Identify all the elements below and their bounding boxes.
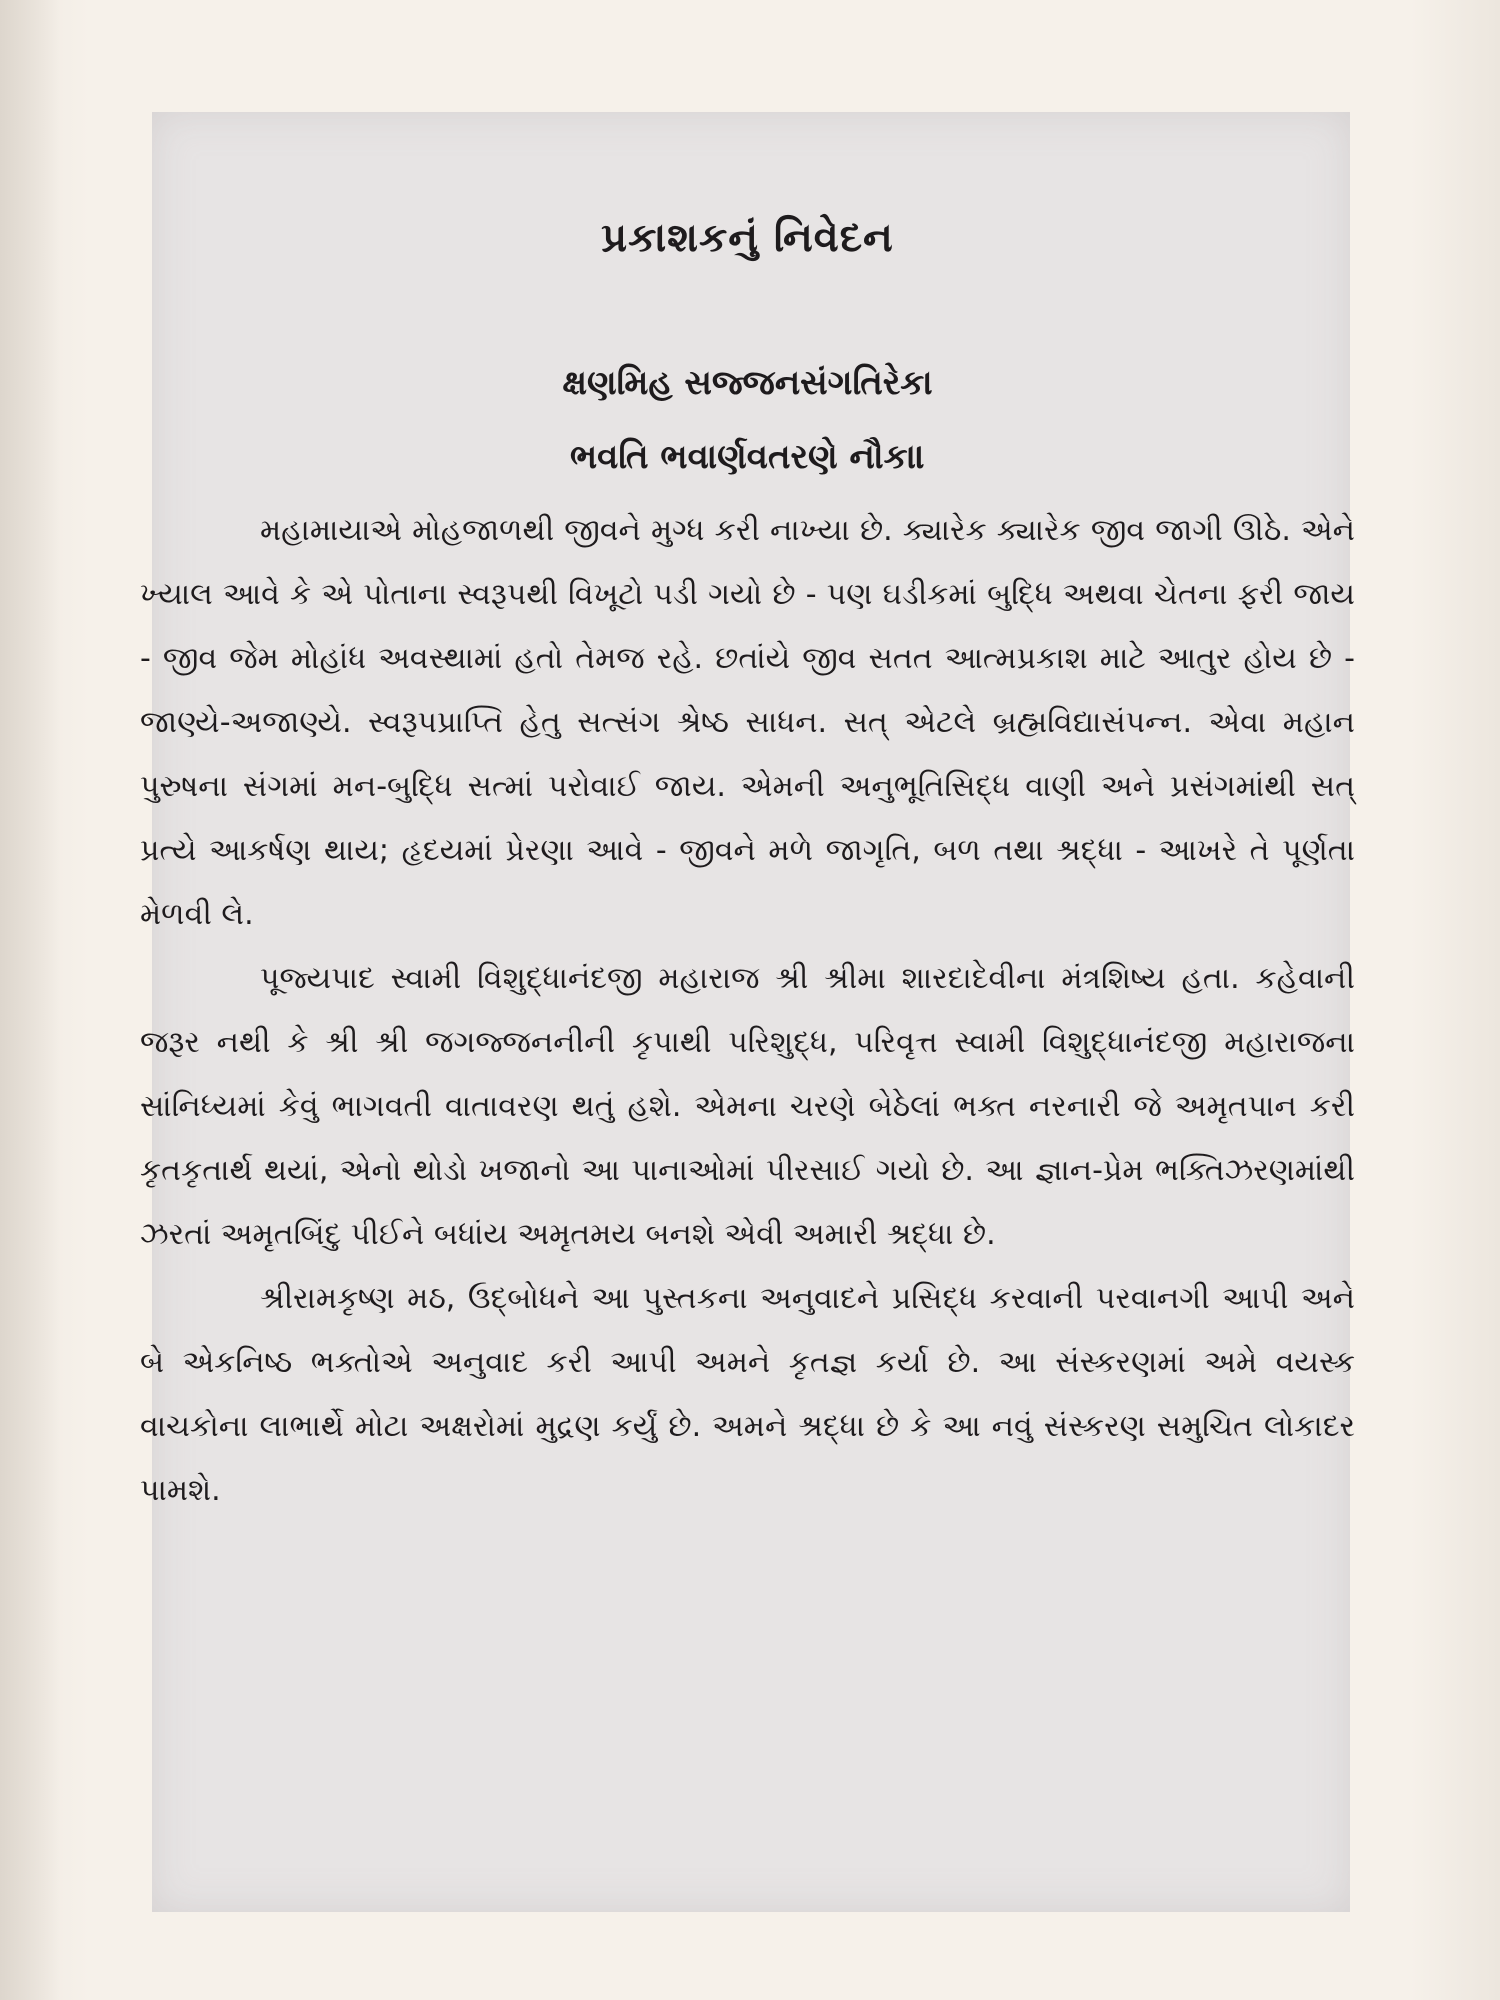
page-title: પ્રકાશકનું નિવેદન [601, 215, 894, 261]
body-text [140, 499, 1355, 1523]
paragraph-2: પૂજ્યપાદ સ્વામી વિશુદ્ધાનંદજી મહારાજ શ્રી શ્રીમા શારદાદેવીના મંત્રશિષ્ય હતા. કહેવાની જરૂર નથી કે શ્રી શ્રી જગજ્જનનીની કૃપાથી પરિશુદ્ધ, પરિવૃત્ત સ્વામી વિશુદ્ધાનંદજી મહારાજના સાંનિધ્યમાં કેવું ભાગવતી વાતાવરણ થતું હશે. એમના ચરણે બેઠેલાં ભક્ત નરનારી જે અમૃતપાન કરી કૃતકૃતાર્થ થયાં, એનો થોડો ખજાનો આ પાનાઓમાં પીરસાઈ ગયો છે. આ જ્ઞાન-પ્રેમ ભક્તિઝરણમાંથી ઝરતાં અમૃતબિંદુ પીઈને બધાંય અમૃતમય બનશે એવી અમારી શ્રદ્ધા છે. [140, 961, 1355, 1252]
paragraph-1: મહામાયાએ મોહજાળથી જીવને મુગ્ધ કરી નાખ્યા છે. ક્યારેક ક્યારેક જીવ જાગી ઊઠે. એને ખ્યાલ આવે કે એ પોતાના સ્વરૂપથી વિખૂટો પડી ગયો છે - પણ ઘડીકમાં બુદ્ધિ અથવા ચેતના ફરી જાય - જીવ જેમ મોહાંધ અવસ્થામાં હતો તેમજ રહે. છતાંયે જીવ સતત આત્મપ્રકાશ માટે આતુર હોય છે - જાણ્યે-અજાણ્યે. સ્વરૂપપ્રાપ્તિ હેતુ સત્સંગ શ્રેષ્ઠ સાધન. સત્ એટલે બ્રહ્મવિદ્યાસંપન્ન. એવા મહાન પુરુષના સંગમાં મન-બુદ્ધિ સત્માં પરોવાઈ જાય. એમની અનુભૂતિસિદ્ધ વાણી અને પ્રસંગમાંથી સત્ પ્રત્યે આકર્ષણ થાય; હૃદયમાં પ્રેરણા આવે - જીવને મળે જાગૃતિ, બળ તથા શ્રદ્ધા - આખરે તે પૂર્ણતા મેળવી લે. [140, 513, 1355, 932]
verse-line-1: ક્ષણમિહ સજ્જનસંગતિરેકા [562, 363, 933, 403]
sanskrit-verse [140, 351, 1355, 489]
page-content [140, 215, 1355, 1523]
verse-line-2: ભવતિ ભવાર્ણવતરણે નૌકા। [569, 437, 926, 477]
paragraph-3: શ્રીરામકૃષ્ણ મઠ, ઉદ્બોધને આ પુસ્તકના અનુવાદને પ્રસિદ્ધ કરવાની પરવાનગી આપી અને બે એકનિષ્ઠ ભક્તોએ અનુવાદ કરી આપી અમને કૃતજ્ઞ કર્યા છે. આ સંસ્કરણમાં અમે વયસ્ક વાચકોના લાભાર્થે મોટા અક્ષરોમાં મુદ્રણ કર્યું છે. અમને શ્રદ્ધા છે કે આ નવું સંસ્કરણ સમુચિત લોકાદર પામશે. [140, 1281, 1355, 1508]
page-gutter-shadow [0, 0, 60, 2000]
